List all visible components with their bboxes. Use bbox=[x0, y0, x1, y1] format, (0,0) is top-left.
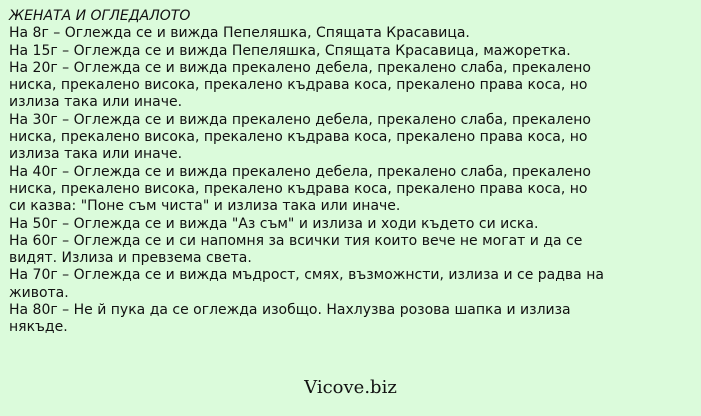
text-line: видят. Излиза и превзема света. bbox=[9, 250, 252, 267]
text-line: На 40г – Оглежда се и вижда прекалено дебела, прекалено слаба, прекалено bbox=[9, 163, 591, 180]
text-line: На 50г – Оглежда се и вижда "Аз съм" и излиза и ходи където си иска. bbox=[9, 215, 539, 232]
text-line: ниска, прекалено висока, прекалено къдрава коса, прекалено права коса, но bbox=[9, 77, 588, 94]
text-line: На 20г – Оглежда се и вижда прекалено дебела, прекалено слаба, прекалено bbox=[9, 59, 591, 76]
text-line: На 8г – Оглежда се и вижда Пепеляшка, Спящата Красавица. bbox=[9, 25, 470, 42]
text-line: си казва: "Поне съм чиста" и излиза така или иначе. bbox=[9, 198, 401, 215]
text-line: ниска, прекалено висока, прекалено къдрава коса, прекалено права коса, но bbox=[9, 180, 588, 197]
text-line: някъде. bbox=[9, 319, 68, 336]
text-line: На 60г – Оглежда се и си напомня за всички тия които вече не могат и да се bbox=[9, 232, 583, 249]
text-line: На 30г – Оглежда се и вижда прекалено дебела, прекалено слаба, прекалено bbox=[9, 111, 591, 128]
article-title: ЖЕНАТА И ОГЛЕДАЛОТО bbox=[9, 8, 191, 24]
text-line: излиза така или иначе. bbox=[9, 94, 183, 111]
text-line: На 70г – Оглежда се и вижда мъдрост, смях, възможнсти, излиза и се радва на bbox=[9, 267, 604, 284]
text-line: На 15г – Оглежда се и вижда Пепеляшка, Спящата Красавица, мажоретка. bbox=[9, 42, 571, 59]
text-line: излиза така или иначе. bbox=[9, 146, 183, 163]
text-line: ниска, прекалено висока, прекалено къдрава коса, прекалено права коса, но bbox=[9, 129, 588, 146]
text-line: На 80г – Не й пука да се оглежда изобщо. Нахлузва розова шапка и излиза bbox=[9, 302, 571, 319]
article-body bbox=[9, 8, 693, 337]
site-watermark: Vicove.biz bbox=[304, 377, 397, 398]
text-line: живота. bbox=[9, 284, 69, 301]
